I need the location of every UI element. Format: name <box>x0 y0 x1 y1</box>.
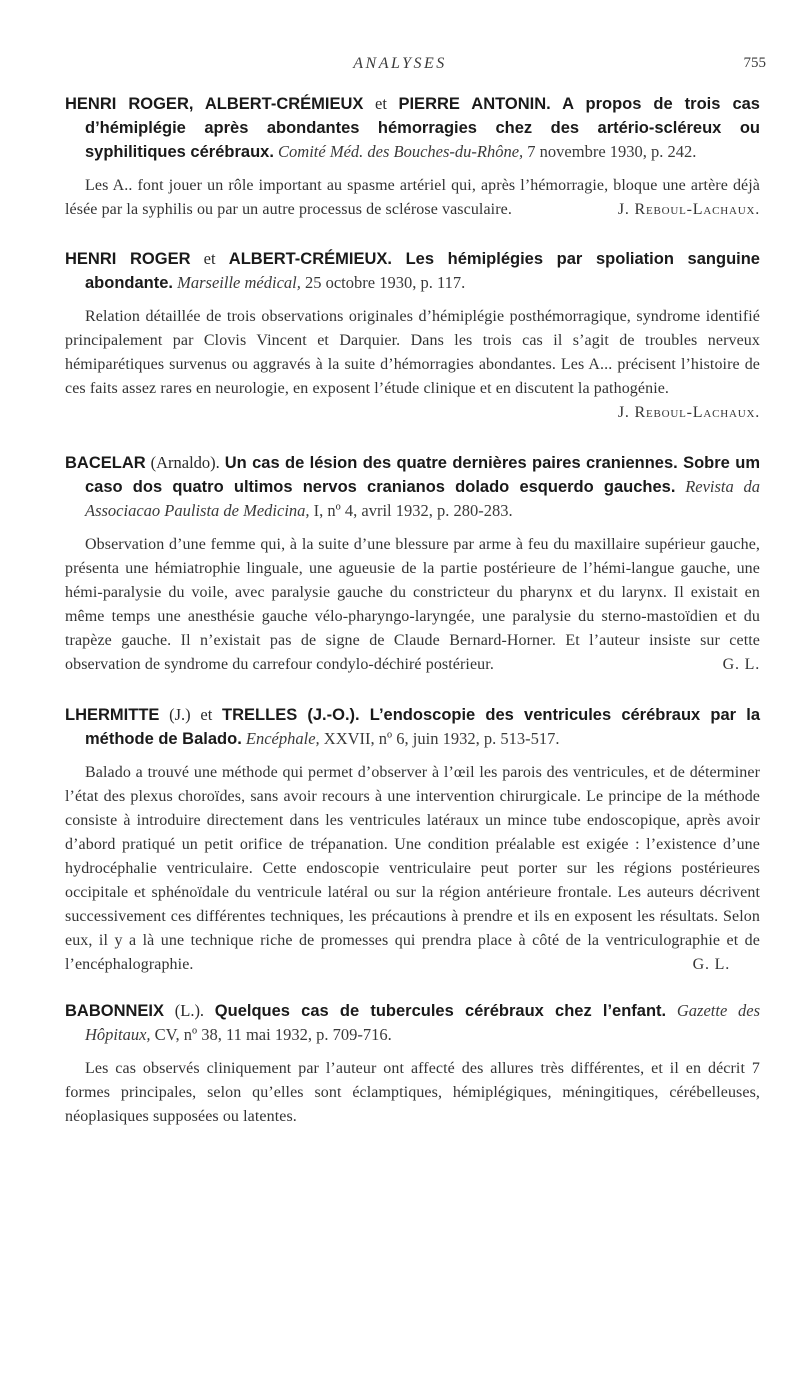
citation <box>65 247 760 295</box>
citation <box>65 92 760 164</box>
reviewer-signature: G. L. <box>722 656 760 673</box>
authors: ALBERT-CRÉMIEUX. <box>228 250 392 268</box>
authors: HENRI ROGER <box>65 250 191 268</box>
summary-text: Balado a trouvé une méthode qui permet d’observer à l’œil les parois des ventricules, et de déterminer l’état des plexus choroïdes, sans avoir recours à une intervention chirurgicale. Le principe de la méthode consiste à introduire directement dans les ventricules latéraux un mince tube endoscopique, après avoir d’abord pratiqué un petit orifice de trépanation. Une condition préalable est exigée : l’existence d’une hydrocéphalie ventriculaire. Cette endoscopie ventriculaire peut porter sur les régions postérieures occipitale et sphénoïdale du ventricule latéral ou sur la région antérieure frontale. Les auteurs décrivent successivement ces différentes techniques, les précautions à prendre et ils en exposent les résultats. Selon eux, il y a là une technique riche de promesses qui prendra place à côté de la ventriculographie et de l’encéphalographie. <box>65 764 760 973</box>
author-conjunction: (J.) et <box>159 705 223 724</box>
citation <box>65 451 760 523</box>
journal-source: Gazette des Hôpitaux, <box>85 1001 760 1044</box>
journal-source: Encéphale, <box>245 729 320 748</box>
publication-details: CV, nº 38, 11 mai 1932, p. 709-716. <box>150 1025 392 1044</box>
abstract-entry <box>65 999 760 1129</box>
author-conjunction: (Arnaldo). <box>145 453 225 472</box>
citation <box>65 703 760 751</box>
summary-text: Les cas observés cliniquement par l’auteur ont affecté des allures très différentes, et il en décrit 7 formes principales, selon qu’elles sont éclamptiques, hémiplégiques, méningitiques, cérébelleuses, néoplasiques supposées ou latentes. <box>65 1060 760 1125</box>
abstract-summary <box>65 305 760 421</box>
abstract-summary <box>65 1057 760 1129</box>
reviewer-signature: J. Reboul-Lachaux. <box>617 404 760 421</box>
running-title: ANALYSES <box>353 55 447 72</box>
authors: TRELLES (J.-O.). <box>222 706 360 724</box>
journal-source: Revista da Associacao Paulista de Medicina, <box>85 477 761 520</box>
article-title: Quelques cas de tubercules cérébraux chez l’enfant. <box>214 1002 667 1020</box>
abstract-entry <box>65 247 760 425</box>
authors: BACELAR <box>65 454 146 472</box>
author-conjunction: et <box>363 94 399 113</box>
abstract-summary <box>65 533 760 677</box>
authors: HENRI ROGER, ALBERT-CRÉMIEUX <box>65 95 364 113</box>
author-conjunction: (L.). <box>164 1001 215 1020</box>
abstract-entry <box>65 703 760 977</box>
summary-text: Relation détaillée de trois observations originales d’hémiplégie posthémorragique, syndrome identifié principalement par Clovis Vincent et Darquier. Dans les trois cas il s’agit de troubles nerveux hémiparétiques survenus ou aggravés à la suite d’hémorragies abondantes. Les A... précisent l’histoire de ces faits assez rares en neurologie, en exposent l’étude clinique et en discutent la pathogénie. <box>65 308 760 397</box>
summary-text: Les A.. font jouer un rôle important au spasme artériel qui, après l’hémorragie, bloque une artère déjà lésée par la syphilis ou par un autre processus de sclérose vasculaire. <box>65 177 760 218</box>
publication-details: 7 novembre 1930, p. 242. <box>523 142 697 161</box>
abstract-summary <box>65 761 760 977</box>
article-title: Un cas de lésion des quatre dernières paires craniennes. Sobre um caso dos quatro ultimos nervos cranianos dolado esquerdo gauches. <box>85 454 760 496</box>
authors: PIERRE ANTONIN. <box>398 95 551 113</box>
reviewer-signature: J. Reboul-Lachaux. <box>617 201 760 218</box>
authors: BABONNEIX <box>65 1002 165 1020</box>
publication-details: 25 octobre 1930, p. 117. <box>300 273 466 292</box>
publication-details: I, nº 4, avril 1932, p. 280-283. <box>309 501 513 520</box>
page-number: 755 <box>743 55 766 71</box>
article-title: L’endoscopie des ventricules cérébraux par la méthode de Balado. <box>85 706 760 748</box>
abstracts-column <box>65 92 760 1129</box>
author-conjunction: et <box>190 249 229 268</box>
article-title: A propos de trois cas d’hémiplégie après abondantes hémorragies chez des artério-scléreux ou syphilitiques cérébraux. <box>85 95 760 161</box>
abstract-entry <box>65 92 760 222</box>
citation <box>65 999 760 1047</box>
running-head <box>0 55 800 77</box>
publication-details: XXVII, nº 6, juin 1932, p. 513-517. <box>319 729 560 748</box>
article-title: Les hémiplégies par spoliation sanguine abondante. <box>85 250 760 292</box>
journal-source: Marseille médical, <box>177 273 301 292</box>
summary-text: Observation d’une femme qui, à la suite d’une blessure par arme à feu du maxillaire supérieur gauche, présenta une hémiatrophie linguale, une agueusie de la partie postérieure de l’hémi-langue gauche, une hémi-paralysie du voile, avec paralysie gauche du constricteur du pharynx et du larynx. Il existait en même temps une anesthésie gauche vélo-pharyngo-laryngée, une paralysie du sterno-mastoïdien et du trapèze gauche. Il n’existait pas de signe de Claude Bernard-Horner. Et l’auteur insiste sur cette observation de syndrome du carrefour condylo-déchiré postérieur. <box>65 536 760 673</box>
journal-source: Comité Méd. des Bouches-du-Rhône, <box>278 142 524 161</box>
abstract-summary <box>65 174 760 222</box>
abstract-entry <box>65 451 760 677</box>
reviewer-signature: G. L. <box>692 956 730 973</box>
authors: LHERMITTE <box>65 706 160 724</box>
